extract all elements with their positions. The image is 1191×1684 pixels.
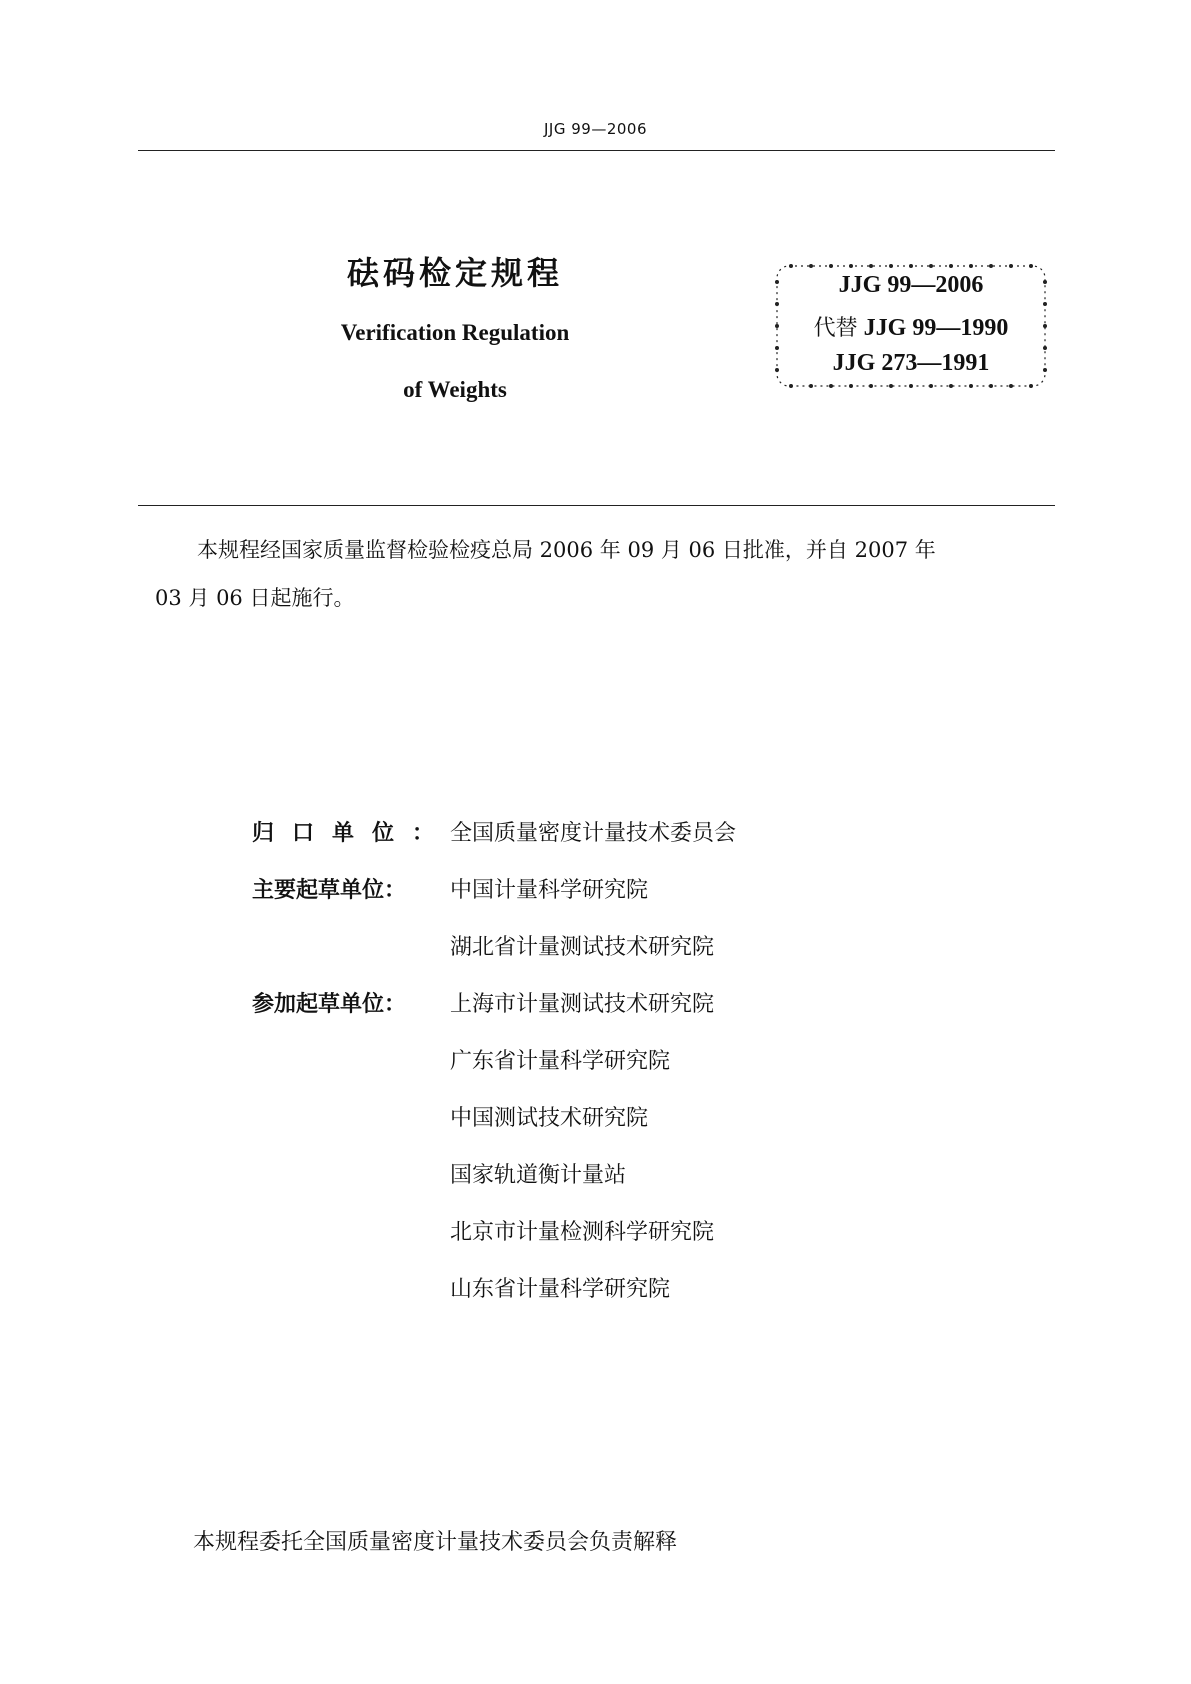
replaces-prefix: 代替 <box>813 316 858 341</box>
standard-replaces-line <box>773 311 1049 342</box>
responsible-unit-label: 归口单位： <box>252 821 453 846</box>
participating-drafting-label: 参加起草单位： <box>252 992 407 1017</box>
header-rule <box>138 150 1055 151</box>
document-title-cn: 砝码检定规程 <box>346 254 563 292</box>
standard-code-current: JJG 99—2006 <box>838 272 984 298</box>
main-drafting-unit: 湖北省计量测试技术研究院 <box>450 935 715 960</box>
interpretation-note: 本规程委托全国质量密度计量技术委员会负责解释 <box>193 1530 678 1555</box>
main-drafting-unit: 中国计量科学研究院 <box>450 878 649 903</box>
document-title-en-line2: of Weights <box>403 377 507 402</box>
replaced-code-2: JJG 273—1991 <box>832 350 990 376</box>
participating-drafting-unit: 山东省计量科学研究院 <box>450 1277 671 1302</box>
main-drafting-label: 主要起草单位： <box>252 878 407 903</box>
participating-drafting-unit: 国家轨道衡计量站 <box>450 1163 627 1188</box>
replaced-code-1: JJG 99—1990 <box>863 315 1009 341</box>
document-title-en-line1: Verification Regulation <box>340 320 570 345</box>
participating-drafting-unit: 广东省计量科学研究院 <box>450 1049 671 1074</box>
approval-line-2: 03 月 06 日起施行。 <box>155 586 355 610</box>
section-rule <box>138 505 1055 506</box>
participating-drafting-unit: 北京市计量检测科学研究院 <box>450 1220 715 1245</box>
participating-drafting-unit: 上海市计量测试技术研究院 <box>450 992 715 1017</box>
participating-drafting-unit: 中国测试技术研究院 <box>450 1106 649 1131</box>
running-header-code: JJG 99—2006 <box>544 120 647 138</box>
approval-paragraph <box>155 526 1055 622</box>
standard-number-box <box>773 262 1049 390</box>
approval-line-1: 本规程经国家质量监督检验检疫总局 2006 年 09 月 06 日批准，并自 2007 年 <box>197 538 936 562</box>
responsible-unit: 全国质量密度计量技术委员会 <box>450 821 737 846</box>
